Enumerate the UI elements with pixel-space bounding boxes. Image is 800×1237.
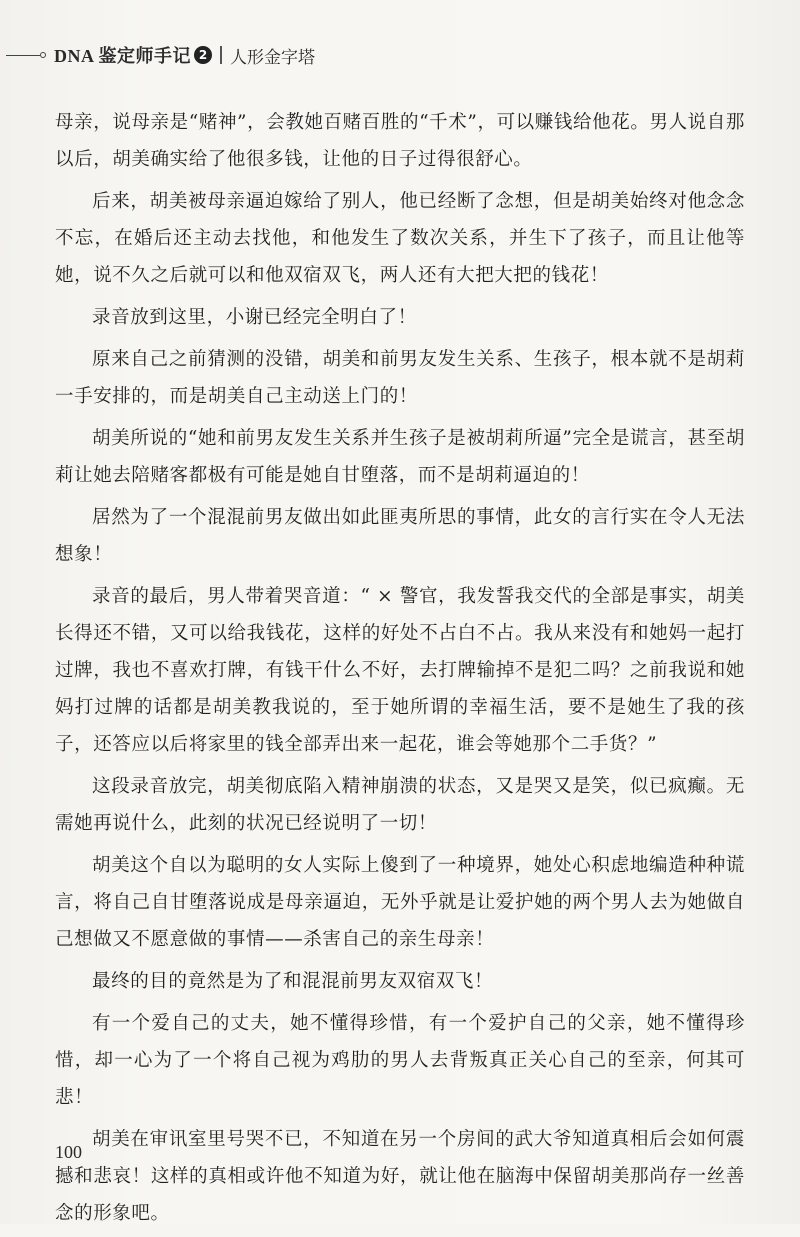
volume-number-badge: 2	[194, 46, 212, 64]
page-number: 100	[55, 1142, 82, 1162]
paragraph: 有一个爱自己的丈夫，她不懂得珍惜，有一个爱护自己的父亲，她不懂得珍惜，却一心为了一个将自己视为鸡肋的男人去背叛真正关心自己的至亲，何其可悲！	[55, 1013, 745, 1108]
series-title: DNA 鉴定师手记	[54, 46, 192, 66]
header-circle-icon	[40, 52, 46, 58]
header-rule	[6, 55, 40, 56]
header-divider	[220, 46, 222, 64]
paragraph: 录音放到这里，小谢已经完全明白了！	[92, 307, 417, 328]
paragraph: 原来自己之前猜测的没错，胡美和前男友发生关系、生孩子，根本就不是胡莉一手安排的，而是胡美自己主动送上门的！	[55, 349, 745, 407]
paragraph: 居然为了一个混混前男友做出如此匪夷所思的事情，此女的言行实在令人无法想象！	[55, 507, 745, 565]
paragraph-continued: 母亲，说母亲是“赌神”，会教她百赌百胜的“千术”，可以赚钱给他花。男人说自那以后，胡美确实给了他很多钱，让他的日子过得很舒心。	[55, 112, 745, 170]
paragraph: 录音的最后，男人带着哭音道：“ × 警官，我发誓我交代的全部是事实，胡美长得还不错，又可以给我钱花，这样的好处不占白不占。我从来没有和她妈一起打过牌，我也不喜欢打牌，有钱干什么不好，去打牌输掉不是犯二吗？之前我说和她妈打过牌的话都是胡美教我说的，至于她所谓的幸福生活，要不是她生了我的孩子，还答应以后将家里的钱全部弄出来一起花，谁会等她那个二手货？”	[55, 586, 745, 755]
paragraph: 胡美在审讯室里号哭不已，不知道在另一个房间的武大爷知道真相后会如何震撼和悲哀！这样的真相或许他不知道为好，就让他在脑海中保留胡美那尚存一丝善念的形象吧。	[55, 1129, 745, 1224]
running-header	[0, 40, 315, 70]
book-title: 人形金字塔	[230, 47, 316, 68]
body-text	[55, 104, 745, 1237]
paragraph: 后来，胡美被母亲逼迫嫁给了别人，他已经断了念想，但是胡美始终对他念念不忘，在婚后还主动去找他，和他发生了数次关系，并生下了孩子，而且让他等她，说不久之后就可以和他双宿双飞，两人还有大把大把的钱花！	[55, 191, 745, 286]
paragraph: 胡美这个自以为聪明的女人实际上傻到了一种境界，她处心积虑地编造种种谎言，将自己自甘堕落说成是母亲逼迫，无外乎就是让爱护她的两个男人去为她做自己想做又不愿意做的事情——杀害自己的亲生母亲！	[55, 855, 745, 950]
paragraph: 胡美所说的“她和前男友发生关系并生孩子是被胡莉所逼”完全是谎言，甚至胡莉让她去陪赌客都极有可能是她自甘堕落，而不是胡莉逼迫的！	[55, 428, 745, 486]
paragraph: 这段录音放完，胡美彻底陷入精神崩溃的状态，又是哭又是笑，似已疯癫。无需她再说什么，此刻的状况已经说明了一切！	[55, 776, 745, 834]
paragraph: 最终的目的竟然是为了和混混前男友双宿双飞！	[92, 971, 494, 992]
